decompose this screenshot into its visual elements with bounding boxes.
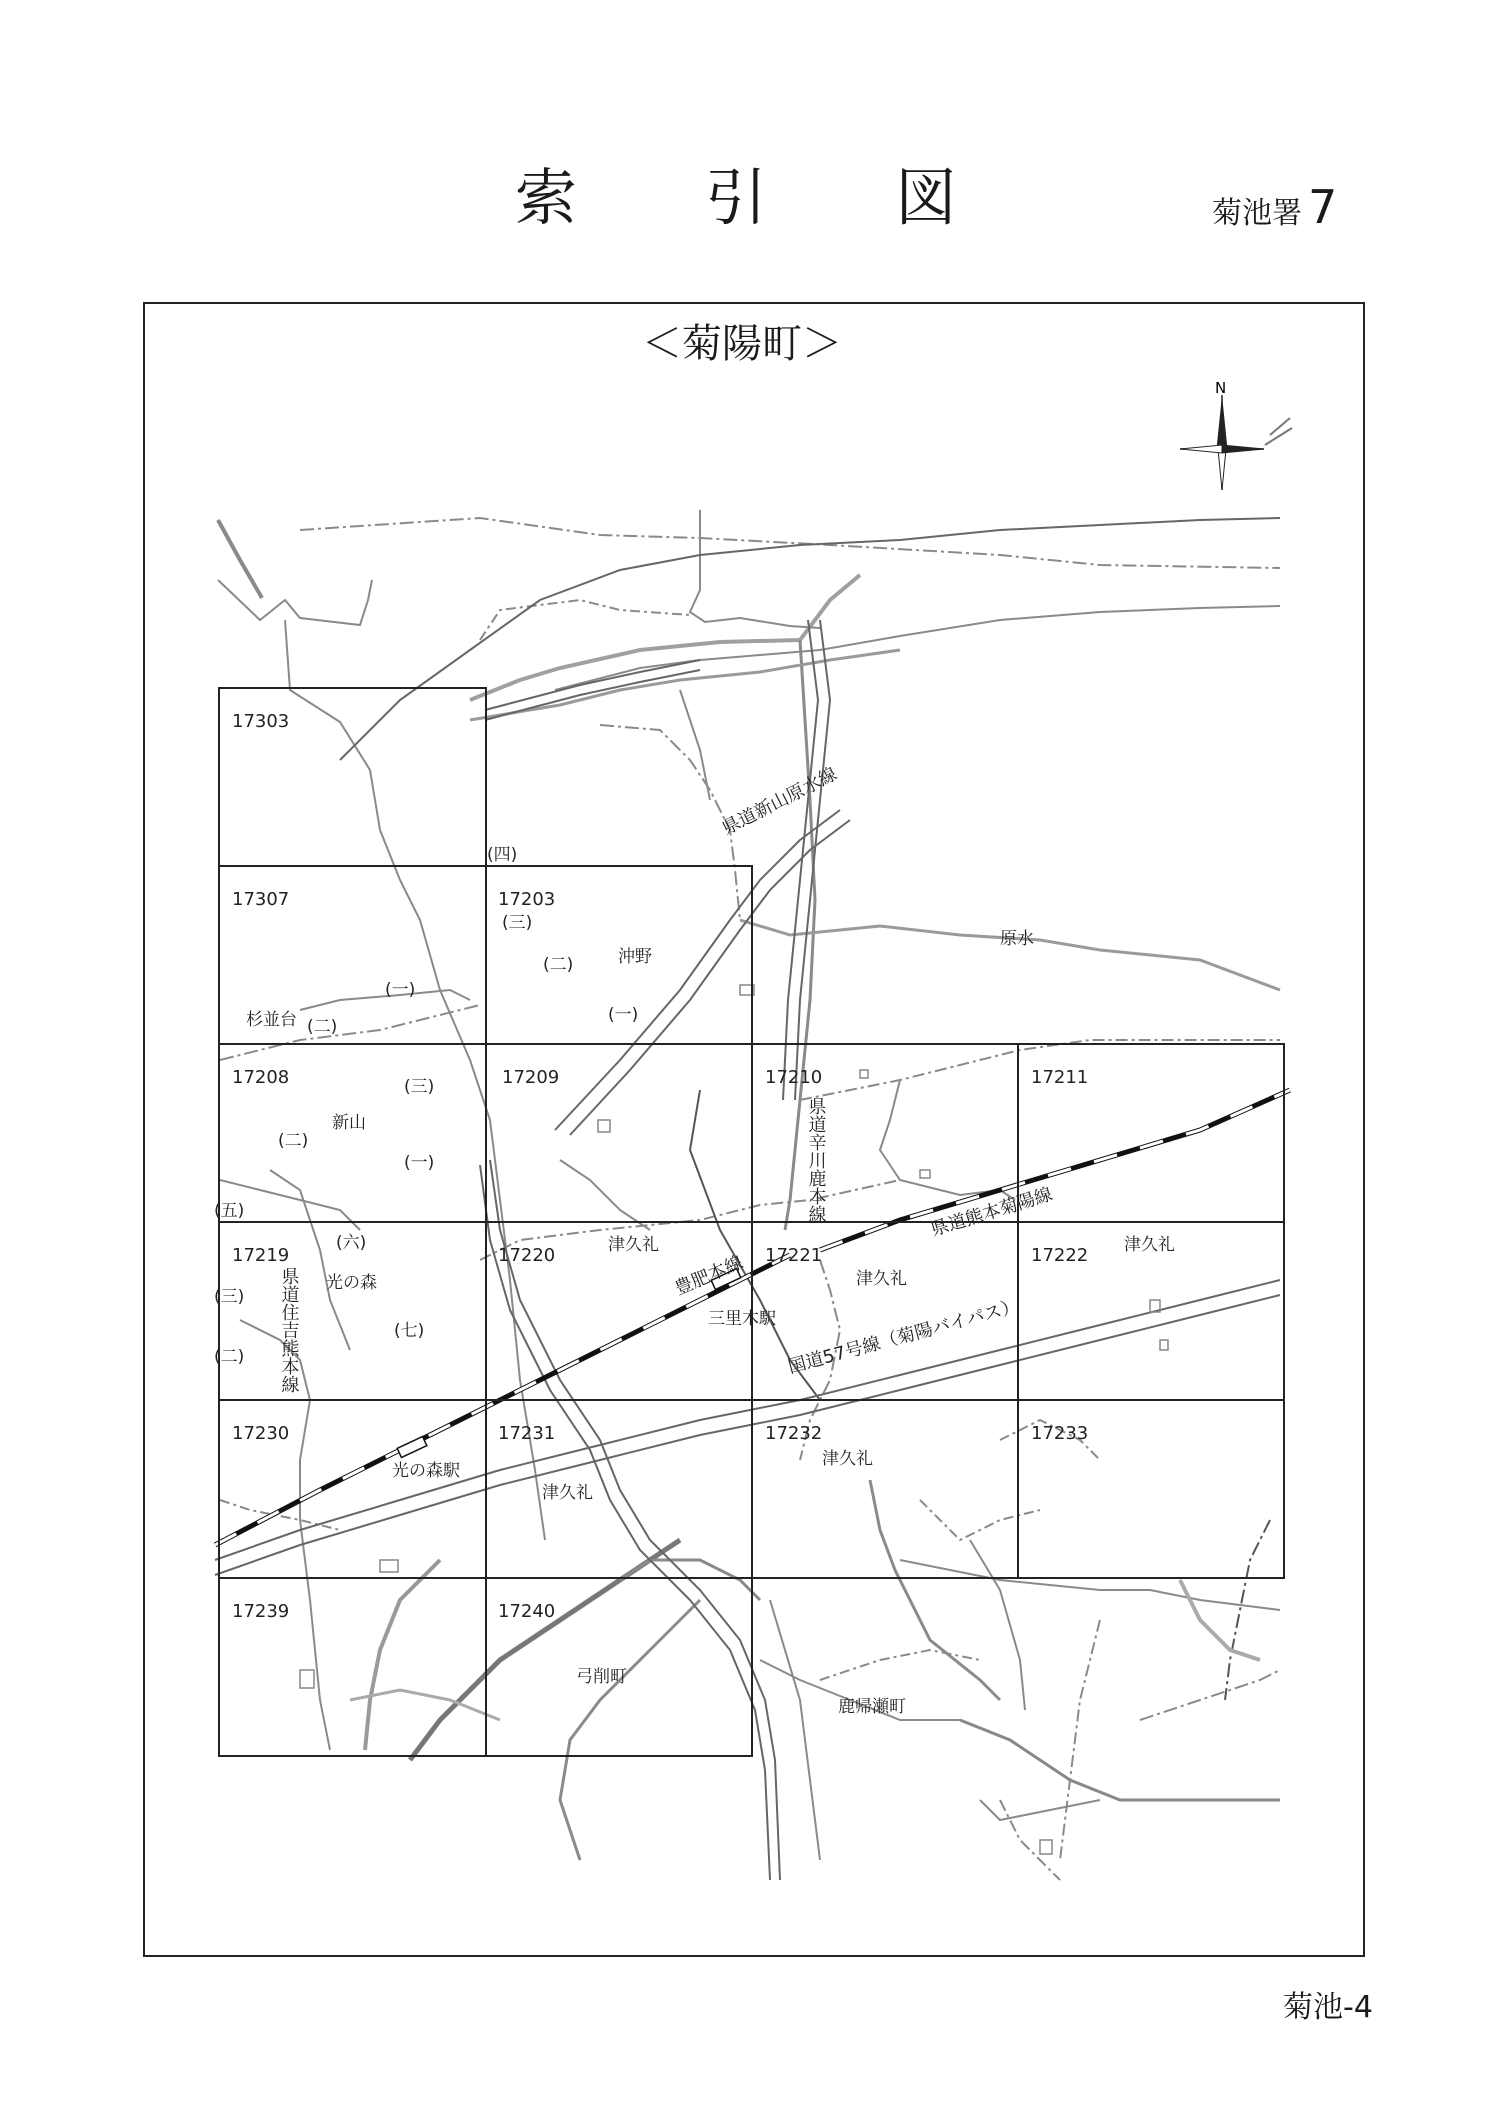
sheet-number[interactable]: 17303 xyxy=(232,711,290,732)
station-name: 菊池署 xyxy=(1212,196,1302,231)
road-label: 県道新山原水線 xyxy=(718,763,841,840)
place-label: 杉並台 xyxy=(246,1010,297,1030)
place-label: 津久礼 xyxy=(856,1269,907,1289)
place-label: 新山 xyxy=(332,1113,366,1133)
road-labels xyxy=(279,764,1055,1393)
sheet-number[interactable]: 17221 xyxy=(765,1245,823,1266)
place-label: (二) xyxy=(307,1017,338,1037)
building-marks xyxy=(300,985,1168,1854)
sheet-number[interactable]: 17203 xyxy=(498,889,556,910)
place-label: (一) xyxy=(385,980,416,1000)
sheet-numbers xyxy=(232,711,1088,1622)
place-label: (三) xyxy=(404,1077,435,1097)
place-label: 津久礼 xyxy=(542,1483,593,1503)
place-label: 弓削町 xyxy=(576,1667,627,1687)
place-label: (二) xyxy=(543,955,574,975)
page-footer: 菊池-4 xyxy=(1283,1990,1373,2025)
station-label: 三里木駅 xyxy=(708,1309,776,1329)
sheet-number[interactable]: 17208 xyxy=(232,1067,290,1088)
map-title: ＜菊陽町＞ xyxy=(642,321,842,367)
place-label: (三) xyxy=(214,1287,245,1307)
sheet-number[interactable]: 17231 xyxy=(498,1423,556,1444)
title-char-3: 図 xyxy=(895,161,958,234)
road-label: 県道住吉熊本線 xyxy=(278,1267,300,1393)
place-label: (六) xyxy=(336,1233,367,1253)
place-label: 津久礼 xyxy=(1124,1235,1175,1255)
place-label: 津久礼 xyxy=(822,1449,873,1469)
sheet-number[interactable]: 17220 xyxy=(498,1245,556,1266)
place-label: (二) xyxy=(214,1347,245,1367)
north-arrow-icon xyxy=(1180,395,1264,490)
place-label: (四) xyxy=(487,845,518,865)
sheet-number[interactable]: 17210 xyxy=(765,1067,823,1088)
title-char-1: 索 xyxy=(515,161,578,234)
sheet-number[interactable]: 17239 xyxy=(232,1601,290,1622)
place-label: (一) xyxy=(404,1153,435,1173)
base-map-roads xyxy=(218,510,1280,1880)
sheet-number[interactable]: 17222 xyxy=(1031,1245,1089,1266)
place-label: (二) xyxy=(278,1131,309,1151)
sheet-number[interactable]: 17219 xyxy=(232,1245,290,1266)
station-label: 光の森駅 xyxy=(392,1461,460,1481)
road-label: 国道57号線（菊陽バイパス） xyxy=(785,1295,1022,1378)
sheet-number[interactable]: 17209 xyxy=(502,1067,560,1088)
sheet-number[interactable]: 17230 xyxy=(232,1423,290,1444)
place-label: (一) xyxy=(608,1005,639,1025)
place-label: (三) xyxy=(502,913,533,933)
place-label: 沖野 xyxy=(618,947,652,967)
place-label: 光の森 xyxy=(326,1273,377,1293)
place-label: 原水 xyxy=(1000,929,1034,949)
station-number: 7 xyxy=(1308,180,1338,234)
sheet-number[interactable]: 17240 xyxy=(498,1601,556,1622)
road-label: 県道熊本菊陽線 xyxy=(928,1183,1055,1241)
place-label: (七) xyxy=(394,1321,425,1341)
sheet-grid xyxy=(219,688,1284,1756)
road-label: 県道辛川鹿本線 xyxy=(805,1097,827,1223)
sheet-number[interactable]: 17233 xyxy=(1031,1423,1089,1444)
sheet-number[interactable]: 17232 xyxy=(765,1423,823,1444)
title-char-2: 引 xyxy=(705,161,768,234)
map-edge-marks xyxy=(1265,418,1292,445)
north-label: N xyxy=(1215,379,1227,397)
sheet-number[interactable]: 17211 xyxy=(1031,1067,1089,1088)
sheet-number[interactable]: 17307 xyxy=(232,889,290,910)
place-label: 鹿帰瀬町 xyxy=(838,1697,906,1717)
place-label: 津久礼 xyxy=(608,1235,659,1255)
place-label: (五) xyxy=(214,1201,245,1221)
road-label: 豊肥本線 xyxy=(671,1252,747,1300)
